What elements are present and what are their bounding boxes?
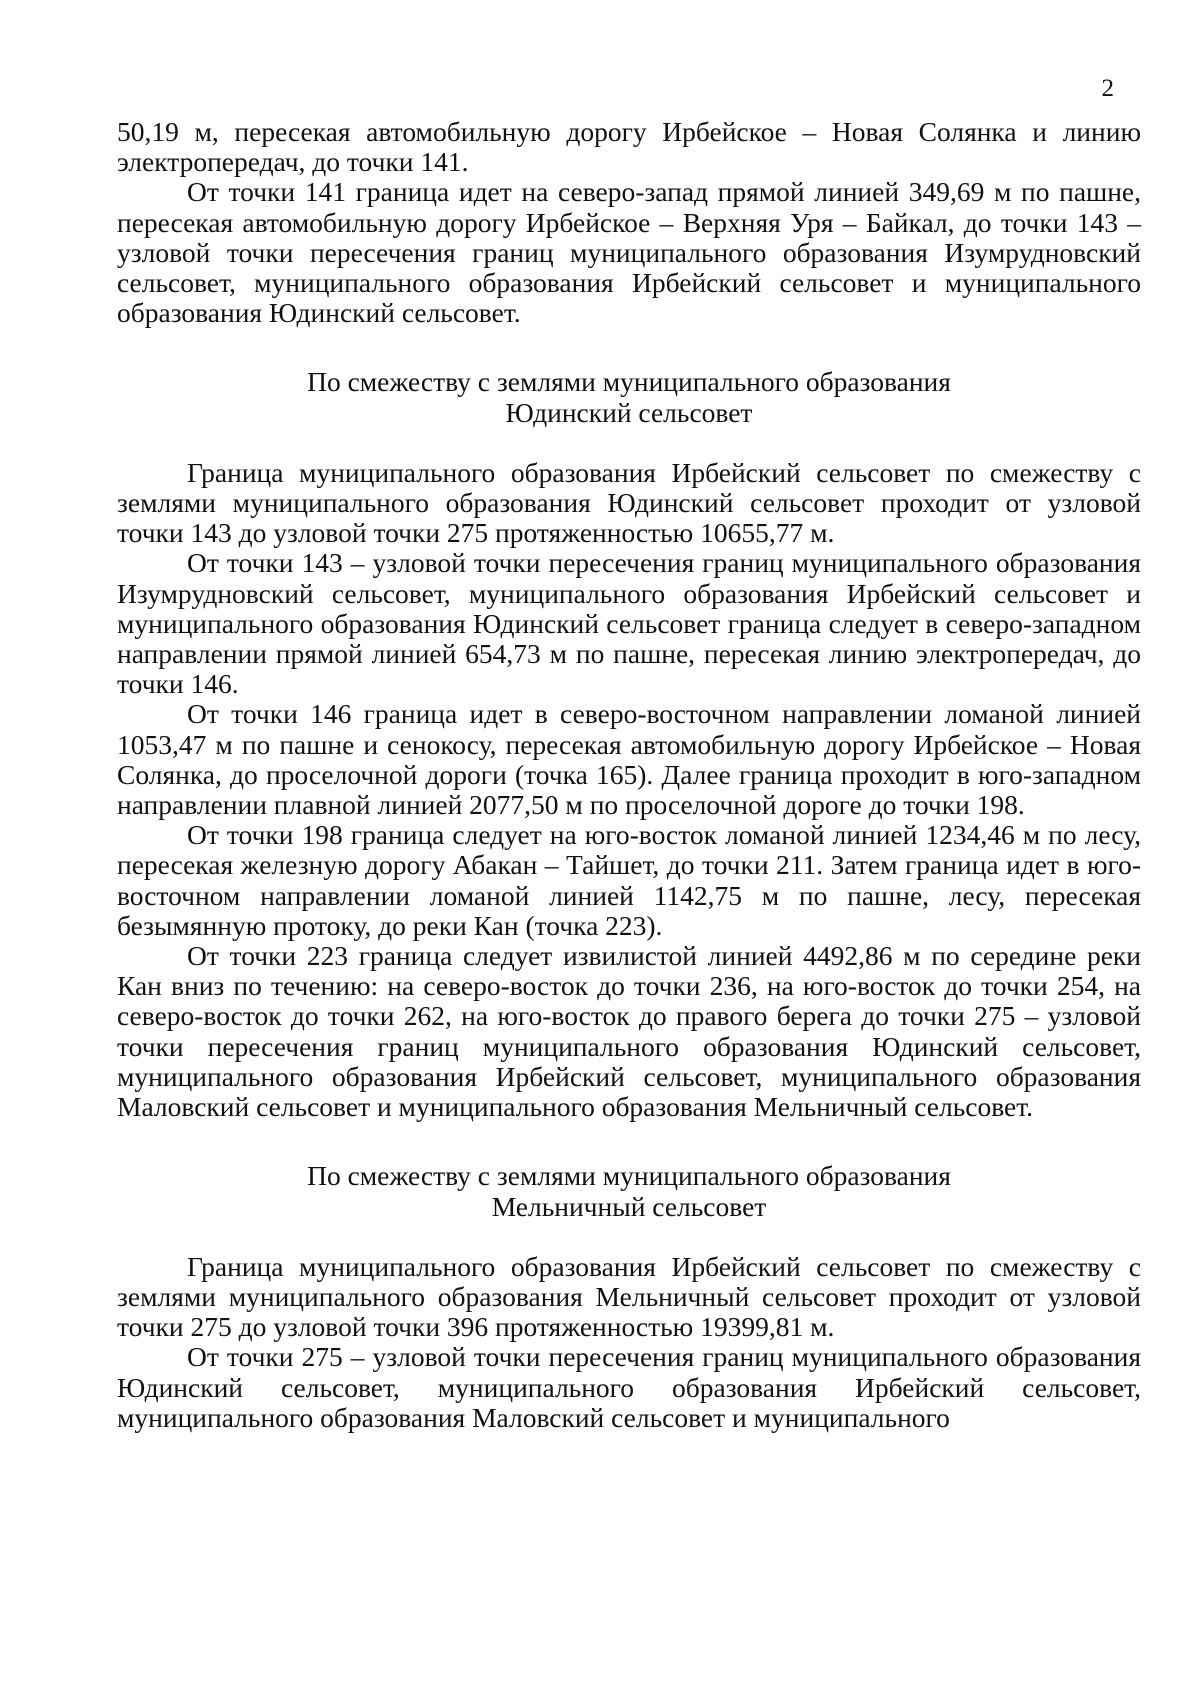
paragraph: От точки 146 граница идет в северо-восточном направлении ломаной линией 1053,47 м по пашне и сенокосу, пересекая автомобильную дорогу Ирбейское – Новая Солянка, до проселочной дороги (точка 165). Далее граница проходит в юго-западном направлении плавной линией 2077,50 м по проселочной дороге до точки 198.	[117, 698, 1141, 821]
section-heading-line: Юдинский сельсовет	[505, 396, 753, 428]
paragraph-continuation: 50,19 м, пересекая автомобильную дорогу Ирбейское – Новая Солянка и линию электропередач, до точки 141.	[117, 116, 1141, 178]
page-number: 2	[1101, 75, 1114, 102]
paragraph: От точки 198 граница следует на юго-восток ломаной линией 1234,46 м по лесу, пересекая железную дорогу Абакан – Тайшет, до точки 211. Затем граница идет в юго-восточном направлении ломаной линией 1142,75 м по пашне, лесу, пересекая безымянную протоку, до реки Кан (точка 223).	[117, 819, 1141, 941]
section-heading-melnichny	[117, 1161, 1141, 1221]
section-heading-yudinsky	[117, 367, 1141, 427]
section-heading-line: Мельничный сельсовет	[491, 1190, 767, 1222]
paragraph: Граница муниципального образования Ирбейский сельсовет по смежеству с землями муниципального образования Мельничный сельсовет проходит от узловой точки 275 до узловой точки 396 протяженностью 19399,81 м.	[117, 1250, 1141, 1343]
paragraph: От точки 275 – узловой точки пересечения границ муниципального образования Юдинский сельсовет, муниципального образования Ирбейский сельсовет, муниципального образования Маловский сельсовет и муниципального	[117, 1341, 1141, 1433]
section-heading-line: По смежеству с землями муниципального образования	[307, 366, 951, 398]
paragraph: От точки 223 граница следует извилистой линией 4492,86 м по середине реки Кан вниз по течению: на северо-восток до точки 236, на юго-восток до точки 254, на северо-восток до точки 262, на юго-восток до правого берега до точки 275 – узловой точки пересечения границ муниципального образования Юдинский сельсовет, муниципального образования Ирбейский сельсовет, муниципального образования Маловский сельсовет и муниципального образования Мельничный сельсовет.	[117, 940, 1141, 1123]
paragraph: От точки 141 граница идет на северо-запад прямой линией 349,69 м по пашне, пересекая автомобильную дорогу Ирбейское – Верхняя Уря – Байкал, до точки 143 – узловой точки пересечения границ муниципального образования Изумрудновский сельсовет, муниципального образования Ирбейский сельсовет и муниципального образования Юдинский сельсовет.	[117, 176, 1141, 329]
paragraph: Граница муниципального образования Ирбейский сельсовет по смежеству с землями муниципального образования Юдинский сельсовет проходит от узловой точки 143 до узловой точки 275 протяженностью 10655,77 м.	[117, 456, 1141, 549]
paragraph: От точки 143 – узловой точки пересечения границ муниципального образования Изумрудновский сельсовет, муниципального образования Ирбейский сельсовет и муниципального образования Юдинский сельсовет граница следует в северо-западном направлении прямой линией 654,73 м по пашне, пересекая линию электропередач, до точки 146.	[117, 547, 1141, 700]
document-body	[117, 117, 1141, 1433]
section-heading-line: По смежеству с землями муниципального образования	[307, 1160, 951, 1192]
